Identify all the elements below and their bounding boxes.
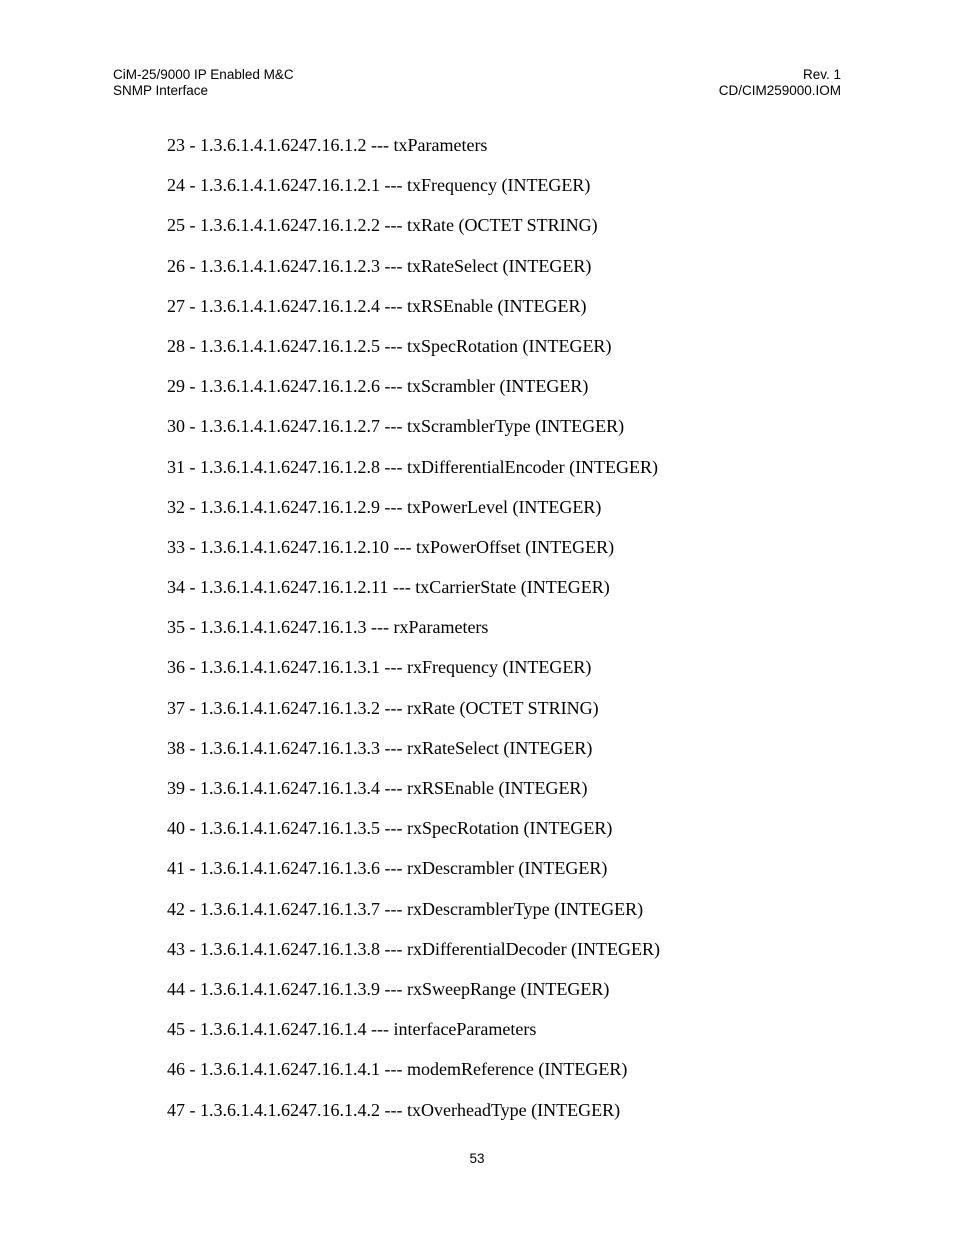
oid-entry: 39 - 1.3.6.1.4.1.6247.16.1.3.4 --- rxRSEnable (INTEGER) bbox=[167, 778, 588, 798]
header-right bbox=[719, 67, 841, 99]
oid-entry: 45 - 1.3.6.1.4.1.6247.16.1.4 --- interfaceParameters bbox=[167, 1019, 537, 1040]
oid-entry: 36 - 1.3.6.1.4.1.6247.16.1.3.1 --- rxFrequency (INTEGER) bbox=[167, 657, 592, 678]
oid-entry: 38 - 1.3.6.1.4.1.6247.16.1.3.3 --- rxRateSelect (INTEGER) bbox=[167, 737, 593, 758]
oid-entry: 46 - 1.3.6.1.4.1.6247.16.1.4.1 --- modemReference (INTEGER) bbox=[167, 1059, 628, 1080]
revision-label: Rev. 1 bbox=[802, 67, 841, 82]
document-section: SNMP Interface bbox=[113, 83, 209, 98]
oid-entry: 41 - 1.3.6.1.4.1.6247.16.1.3.6 --- rxDescrambler (INTEGER) bbox=[167, 858, 608, 879]
oid-entry: 34 - 1.3.6.1.4.1.6247.16.1.2.11 --- txCarrierState (INTEGER) bbox=[167, 577, 610, 598]
oid-entry-list bbox=[167, 134, 660, 1139]
oid-entry: 42 - 1.3.6.1.4.1.6247.16.1.3.7 --- rxDescramblerType (INTEGER) bbox=[167, 898, 644, 919]
oid-entry: 26 - 1.3.6.1.4.1.6247.16.1.2.3 --- txRateSelect (INTEGER) bbox=[167, 255, 592, 276]
oid-entry: 23 - 1.3.6.1.4.1.6247.16.1.2 --- txParameters bbox=[167, 135, 488, 155]
oid-entry: 29 - 1.3.6.1.4.1.6247.16.1.2.6 --- txScrambler (INTEGER) bbox=[167, 376, 589, 397]
oid-entry: 40 - 1.3.6.1.4.1.6247.16.1.3.5 --- rxSpecRotation (INTEGER) bbox=[167, 818, 613, 839]
oid-entry: 30 - 1.3.6.1.4.1.6247.16.1.2.7 --- txScramblerType (INTEGER) bbox=[167, 416, 625, 437]
header-left bbox=[113, 67, 294, 99]
oid-entry: 35 - 1.3.6.1.4.1.6247.16.1.3 --- rxParameters bbox=[167, 617, 489, 638]
oid-entry: 33 - 1.3.6.1.4.1.6247.16.1.2.10 --- txPowerOffset (INTEGER) bbox=[167, 536, 615, 557]
document-title: CiM-25/9000 IP Enabled M&C bbox=[113, 67, 294, 82]
oid-entry: 37 - 1.3.6.1.4.1.6247.16.1.3.2 --- rxRate (OCTET STRING) bbox=[167, 697, 599, 718]
oid-entry: 47 - 1.3.6.1.4.1.6247.16.1.4.2 --- txOverheadType (INTEGER) bbox=[167, 1099, 621, 1120]
oid-entry: 27 - 1.3.6.1.4.1.6247.16.1.2.4 --- txRSEnable (INTEGER) bbox=[167, 295, 587, 316]
oid-entry: 24 - 1.3.6.1.4.1.6247.16.1.2.1 --- txFrequency (INTEGER) bbox=[167, 175, 591, 196]
page-number: 53 bbox=[469, 1151, 485, 1166]
oid-entry: 31 - 1.3.6.1.4.1.6247.16.1.2.8 --- txDifferentialEncoder (INTEGER) bbox=[167, 456, 659, 477]
oid-entry: 44 - 1.3.6.1.4.1.6247.16.1.3.9 --- rxSweepRange (INTEGER) bbox=[167, 978, 610, 999]
oid-entry: 25 - 1.3.6.1.4.1.6247.16.1.2.2 --- txRate (OCTET STRING) bbox=[167, 215, 598, 236]
document-code: CD/CIM259000.IOM bbox=[718, 83, 841, 98]
oid-entry: 28 - 1.3.6.1.4.1.6247.16.1.2.5 --- txSpecRotation (INTEGER) bbox=[167, 335, 612, 356]
oid-entry: 32 - 1.3.6.1.4.1.6247.16.1.2.9 --- txPowerLevel (INTEGER) bbox=[167, 496, 602, 517]
oid-entry: 43 - 1.3.6.1.4.1.6247.16.1.3.8 --- rxDifferentialDecoder (INTEGER) bbox=[167, 938, 661, 959]
